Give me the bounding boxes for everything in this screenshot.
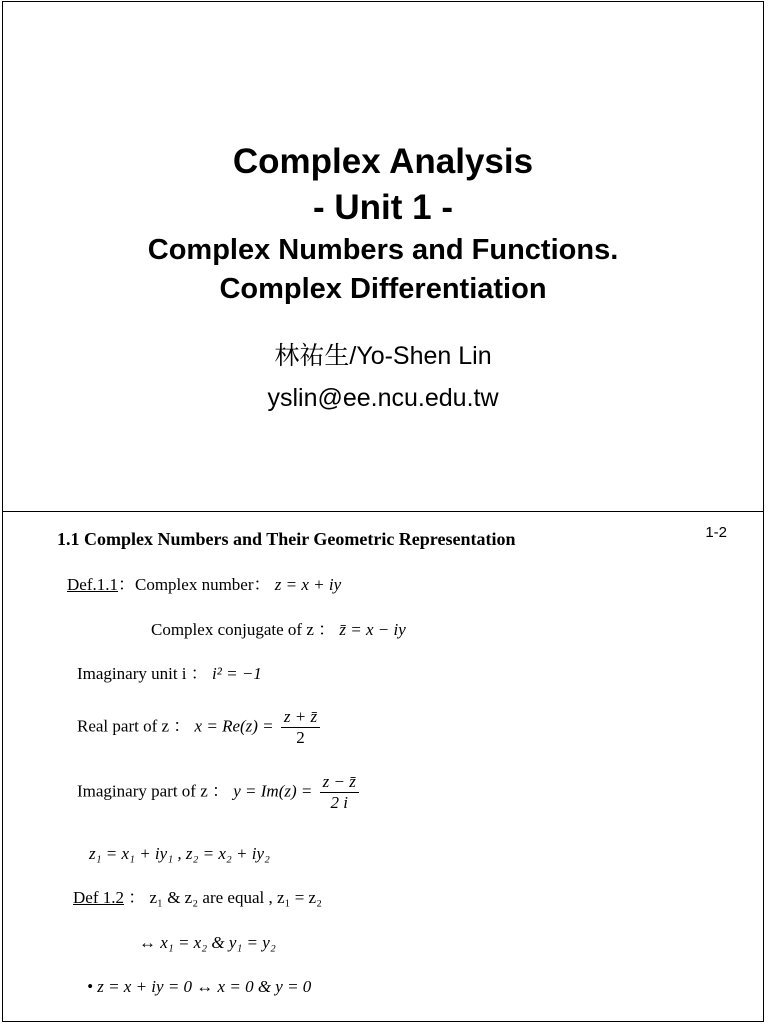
imag-unit-text: Imaginary unit i ： — [77, 664, 208, 683]
bullet-line — [87, 976, 311, 998]
real-part-line — [77, 707, 320, 748]
z-definitions — [89, 843, 270, 865]
author-name: 林祐生/Yo-Shen Lin — [274, 342, 492, 370]
definition-2 — [73, 887, 322, 909]
imag-part-fraction — [320, 772, 359, 813]
def1-formula: z = x + iy — [274, 575, 342, 594]
imag-part-numerator: z − z̄ — [320, 772, 359, 793]
conjugate-text: Complex conjugate of z ： — [151, 620, 336, 639]
imag-unit-formula: i² = −1 — [212, 664, 262, 683]
real-part-text: Real part of z ： — [77, 716, 191, 736]
real-part-fraction — [281, 707, 320, 748]
conjugate-line — [151, 619, 406, 641]
bullet-formula: • z = x + iy = 0 ↔ x = 0 & y = 0 — [87, 977, 312, 996]
conjugate-formula: z̄ = x − iy — [339, 620, 406, 639]
title-slide — [2, 1, 764, 512]
subtitle-line-1: Complex Numbers and Functions. — [147, 234, 619, 266]
real-part-denominator: 2 — [296, 728, 305, 747]
subtitle-line-2: Complex Differentiation — [219, 273, 547, 305]
real-part-formula: x = Re(z) = — [194, 716, 274, 736]
content-slide — [2, 512, 764, 1022]
imag-part-formula: y = Im(z) = — [233, 781, 313, 801]
definition-1 — [67, 574, 341, 596]
equivalence-line — [139, 932, 276, 954]
author-email: yslin@ee.ncu.edu.tw — [267, 384, 499, 412]
section-title: 1.1 Complex Numbers and Their Geometric Representation — [57, 529, 516, 549]
def1-label: Def.1.1 — [67, 575, 118, 594]
imaginary-part-line — [77, 772, 359, 813]
def2-text: ： z₁ & z₂ are equal , z₁ = z₂ — [128, 888, 322, 907]
imag-part-denominator: 2 i — [330, 793, 348, 812]
real-part-numerator: z + z̄ — [281, 707, 320, 728]
equivalence-formula: ↔ x₁ = x₂ & y₁ = y₂ — [139, 933, 276, 952]
z-defs-formula: z₁ = x₁ + iy₁ , z₂ = x₂ + iy₂ — [89, 844, 270, 863]
def2-label: Def 1.2 — [73, 888, 124, 907]
page-number: 1-2 — [705, 524, 727, 541]
imag-part-text: Imaginary part of z ： — [77, 781, 229, 801]
def1-text: ：Complex number： — [117, 575, 271, 594]
course-title: Complex Analysis — [232, 142, 534, 181]
unit-label: - Unit 1 - — [313, 188, 453, 227]
imaginary-unit-line — [77, 663, 262, 685]
